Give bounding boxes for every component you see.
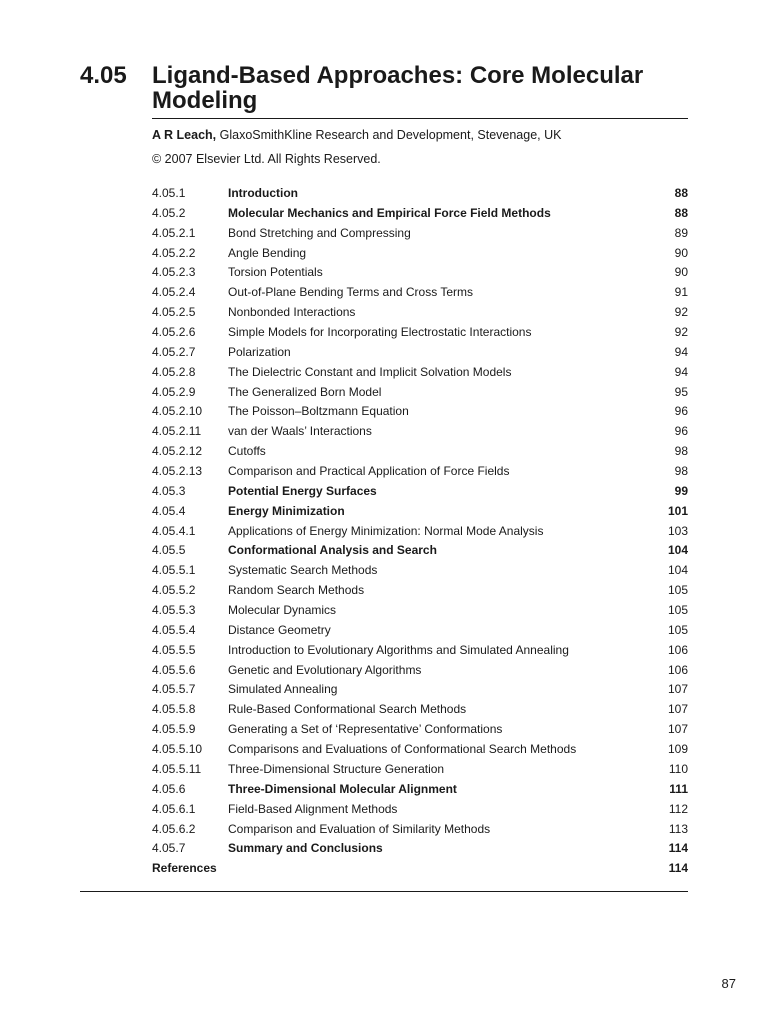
toc-section-number: 4.05.2.7 — [152, 344, 196, 359]
toc-section-number: 4.05.2.9 — [152, 384, 196, 399]
toc-entry[interactable] — [152, 780, 688, 800]
toc-section-title: Molecular Dynamics — [228, 603, 337, 618]
toc-section-number: 4.05.1 — [152, 186, 186, 200]
toc-section-number: 4.05.5.11 — [152, 761, 202, 776]
toc-section-number: 4.05.3 — [152, 483, 186, 498]
toc-page-number: 107 — [667, 722, 688, 737]
toc-section-title: Introduction to Evolutionary Algorithms and Simulated Annealing — [228, 642, 569, 657]
toc-section-title: The Poisson–Boltzmann Equation — [228, 404, 409, 419]
toc-page-number: 106 — [667, 662, 688, 677]
toc-section-number: 4.05.2.2 — [152, 245, 196, 260]
toc-section-number: 4.05.6.1 — [152, 801, 196, 816]
toc-page-number: 94 — [674, 344, 688, 359]
toc-section-number: 4.05.2.11 — [152, 424, 202, 439]
toc-section-number: 4.05.5.7 — [152, 682, 196, 697]
toc-bottom-divider — [80, 891, 688, 892]
toc-entry[interactable] — [152, 661, 688, 681]
toc-entry[interactable] — [152, 839, 688, 859]
toc-entry[interactable] — [152, 760, 688, 780]
toc-section-number: 4.05.5 — [152, 543, 186, 558]
toc-page-number: 101 — [667, 503, 688, 518]
toc-entry[interactable] — [152, 442, 688, 462]
toc-page-number: 109 — [667, 742, 688, 757]
toc-section-title: Comparisons and Evaluations of Conformational Search Methods — [228, 742, 577, 757]
toc-section-title: Bond Stretching and Compressing — [228, 225, 411, 240]
toc-section-title: Angle Bending — [228, 245, 307, 260]
toc-page-number: 90 — [674, 245, 688, 260]
toc-page-number: 91 — [674, 285, 688, 300]
toc-page-number: 105 — [667, 622, 688, 637]
toc-section-number: 4.05.5.4 — [152, 622, 196, 637]
toc-section-title: Three-Dimensional Structure Generation — [228, 761, 445, 776]
author-line — [152, 127, 561, 143]
toc-entry[interactable] — [152, 343, 688, 363]
toc-section-title: Nonbonded Interactions — [228, 305, 356, 320]
toc-page-number: 88 — [674, 186, 688, 200]
toc-section-title: Polarization — [228, 344, 291, 359]
toc-page-number: 95 — [674, 384, 688, 399]
toc-section-number: 4.05.5.9 — [152, 722, 196, 737]
toc-section-number: 4.05.2.13 — [152, 464, 203, 479]
toc-page-number: 96 — [674, 404, 688, 419]
toc-page-number: 107 — [667, 682, 688, 697]
author-name: A R Leach, — [152, 128, 217, 142]
toc-section-title: Conformational Analysis and Search — [228, 543, 437, 558]
toc-page-number: 92 — [674, 325, 688, 340]
toc-section-number: 4.05.4.1 — [152, 523, 196, 538]
toc-page-number: 107 — [667, 702, 688, 717]
toc-entry[interactable] — [152, 402, 688, 422]
toc-page-number: 92 — [674, 305, 688, 320]
toc-section-title: Random Search Methods — [228, 583, 365, 598]
toc-entry[interactable] — [152, 621, 688, 641]
toc-section-title: Three-Dimensional Molecular Alignment — [228, 781, 457, 796]
toc-section-number: 4.05.2 — [152, 205, 186, 220]
toc-entry[interactable] — [152, 283, 688, 303]
toc-entry[interactable] — [152, 700, 688, 720]
toc-page-number: 113 — [668, 821, 688, 836]
toc-section-number: 4.05.5.6 — [152, 662, 196, 677]
toc-section-title: Cutoffs — [228, 444, 266, 459]
chapter-title-line-1: Ligand-Based Approaches: Core Molecular — [152, 62, 644, 89]
toc-section-number: 4.05.2.5 — [152, 305, 196, 320]
toc-entry[interactable] — [152, 303, 688, 323]
toc-section-number: 4.05.5.3 — [152, 603, 196, 618]
toc-section-number: 4.05.2.12 — [152, 444, 203, 459]
toc-entry[interactable] — [152, 482, 688, 502]
toc-entry[interactable] — [152, 184, 688, 204]
toc-section-number: 4.05.2.10 — [152, 404, 203, 419]
toc-entry[interactable] — [152, 422, 688, 442]
toc-page-number: 105 — [667, 603, 688, 618]
toc-entry[interactable] — [152, 363, 688, 383]
toc-section-number: 4.05.2.6 — [152, 325, 196, 340]
toc-section-title: Distance Geometry — [228, 622, 331, 637]
toc-section-number: 4.05.2.1 — [152, 225, 196, 240]
toc-entry[interactable] — [152, 641, 688, 661]
toc-page-number: 96 — [674, 424, 688, 439]
toc-section-title: Field-Based Alignment Methods — [228, 801, 398, 816]
chapter-title-line-2: Modeling — [152, 87, 258, 114]
toc-entry[interactable] — [152, 204, 688, 224]
toc-page-number: 104 — [667, 543, 688, 558]
toc-entry[interactable] — [152, 800, 688, 820]
chapter-number: 4.05 — [80, 62, 127, 89]
toc-page-number: 110 — [668, 761, 688, 776]
toc-entry[interactable] — [152, 224, 688, 244]
toc-entry[interactable] — [152, 740, 688, 760]
toc-section-title: Applications of Energy Minimization: Normal Mode Analysis — [228, 523, 544, 538]
toc-section-number: 4.05.2.3 — [152, 265, 196, 280]
references-page-number: 114 — [668, 861, 688, 876]
toc-entry[interactable] — [152, 383, 688, 403]
toc-section-title: Out-of-Plane Bending Terms and Cross Terms — [228, 285, 473, 300]
toc-section-title: Simulated Annealing — [228, 682, 338, 697]
toc-section-title: van der Waals’ Interactions — [228, 424, 372, 439]
toc-section-number: 4.05.5.8 — [152, 702, 196, 717]
toc-section-title: Potential Energy Surfaces — [228, 483, 377, 498]
toc-section-number: 4.05.5.10 — [152, 742, 203, 757]
toc-page-number: 88 — [674, 205, 688, 220]
toc-entry[interactable] — [152, 820, 688, 840]
toc-page-number: 89 — [674, 225, 688, 240]
chapter-header — [80, 63, 688, 113]
title-divider — [152, 118, 688, 119]
toc-section-number: 4.05.4 — [152, 503, 186, 518]
toc-section-number: 4.05.5.2 — [152, 583, 196, 598]
toc-page-number: 104 — [667, 563, 688, 578]
copyright-notice: © 2007 Elsevier Ltd. All Rights Reserved. — [152, 152, 381, 166]
toc-section-title: Molecular Mechanics and Empirical Force Field Methods — [228, 205, 551, 220]
table-of-contents — [152, 184, 688, 879]
toc-section-title: Introduction — [228, 186, 298, 200]
toc-section-title: Energy Minimization — [228, 503, 345, 518]
toc-entry[interactable] — [152, 581, 688, 601]
toc-section-number: 4.05.6 — [152, 781, 186, 796]
toc-entry[interactable] — [152, 263, 688, 283]
toc-entry[interactable] — [152, 462, 688, 482]
toc-section-title: The Generalized Born Model — [228, 384, 382, 399]
toc-entry[interactable] — [152, 522, 688, 542]
toc-section-title: Generating a Set of ‘Representative’ Conformations — [228, 722, 503, 737]
toc-page-number: 103 — [667, 523, 688, 538]
toc-section-number: 4.05.7 — [152, 841, 186, 856]
toc-section-title: Simple Models for Incorporating Electrostatic Interactions — [228, 325, 532, 340]
toc-page-number: 111 — [669, 781, 688, 796]
toc-entry[interactable] — [152, 680, 688, 700]
page-number: 87 — [721, 976, 736, 991]
toc-section-title: Comparison and Practical Application of Force Fields — [228, 464, 510, 479]
toc-section-number: 4.05.6.2 — [152, 821, 196, 836]
toc-entry[interactable] — [152, 244, 688, 264]
toc-entry[interactable] — [152, 541, 688, 561]
toc-page-number: 105 — [667, 583, 688, 598]
toc-page-number: 112 — [668, 801, 688, 816]
toc-page-number: 106 — [667, 642, 688, 657]
toc-section-number: 4.05.2.4 — [152, 285, 196, 300]
references-label: References — [152, 861, 217, 876]
toc-entry[interactable] — [152, 323, 688, 343]
toc-page-number: 114 — [668, 841, 688, 856]
toc-section-title: Summary and Conclusions — [228, 841, 383, 856]
toc-section-title: Systematic Search Methods — [228, 563, 378, 578]
toc-entry[interactable] — [152, 720, 688, 740]
toc-section-title: Rule-Based Conformational Search Methods — [228, 702, 467, 717]
toc-section-title: The Dielectric Constant and Implicit Solvation Models — [228, 364, 512, 379]
toc-section-title: Genetic and Evolutionary Algorithms — [228, 662, 422, 677]
toc-entry[interactable] — [152, 601, 688, 621]
author-affiliation: GlaxoSmithKline Research and Development, Stevenage, UK — [216, 128, 562, 142]
chapter-title — [152, 63, 688, 113]
toc-entry[interactable] — [152, 561, 688, 581]
toc-page-number: 94 — [674, 364, 688, 379]
toc-section-title: Comparison and Evaluation of Similarity Methods — [228, 821, 491, 836]
toc-section-number: 4.05.5.1 — [152, 563, 196, 578]
toc-page-number: 90 — [674, 265, 688, 280]
toc-entry[interactable] — [152, 502, 688, 522]
toc-page-number: 99 — [674, 483, 688, 498]
toc-page-number: 98 — [674, 444, 688, 459]
toc-section-number: 4.05.2.8 — [152, 364, 196, 379]
toc-section-number: 4.05.5.5 — [152, 642, 196, 657]
toc-entry-references[interactable] — [152, 859, 688, 879]
toc-page-number: 98 — [674, 464, 688, 479]
toc-section-title: Torsion Potentials — [228, 265, 323, 280]
